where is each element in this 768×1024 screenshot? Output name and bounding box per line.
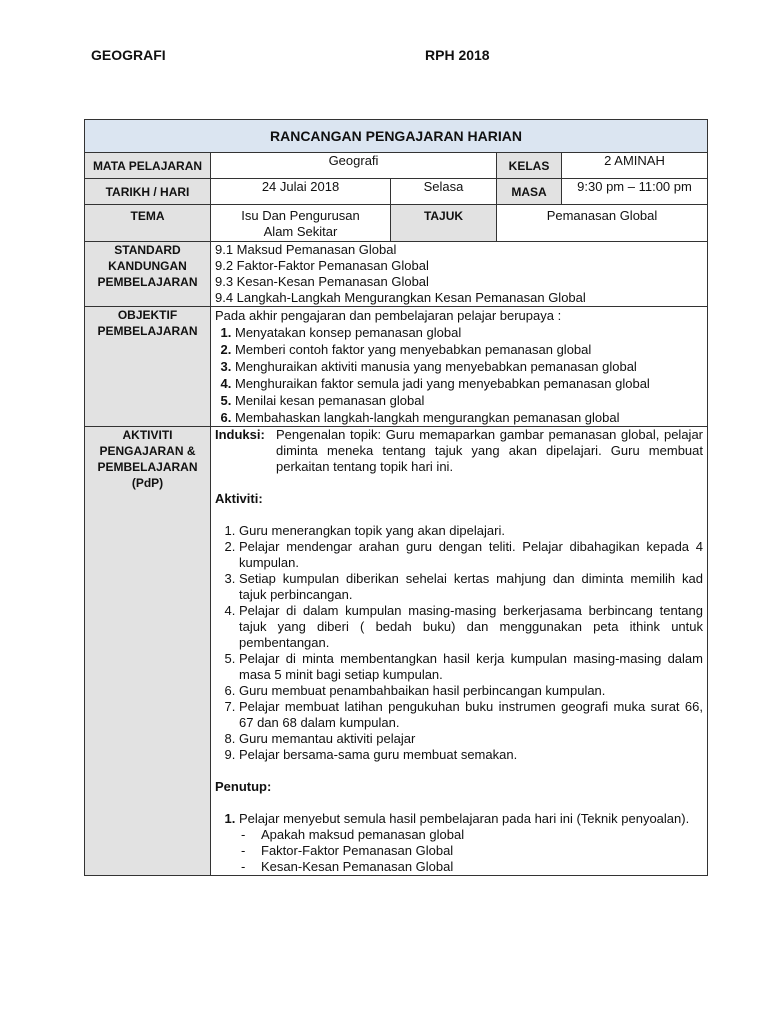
penutup-subitem: - Kesan-Kesan Pemanasan Global: [239, 859, 703, 875]
penutup-item: [239, 811, 703, 875]
aktiviti-item: 3. Setiap kumpulan diberikan sehelai kertas mahjung dan diminta memilih kad tajuk perbincangan.: [239, 571, 703, 603]
value-masa: 9:30 pm – 11:00 pm: [562, 179, 708, 205]
aktiviti-heading: Aktiviti:: [215, 491, 263, 506]
aktiviti-item: 4. Pelajar di dalam kumpulan masing-masing berkerjasama berbincang tentang tajuk yang diberi ( bedah buku) dan menggunakan peta ithink untuk pembentangan.: [239, 603, 703, 651]
label-tema: TEMA: [85, 205, 211, 242]
label-kelas: KELAS: [497, 153, 562, 179]
objektif-list: [215, 324, 703, 426]
induksi-block: [215, 427, 703, 475]
objektif-item: 1. Menyatakan konsep pemanasan global: [235, 324, 703, 341]
aktiviti-item: 5. Pelajar di minta membentangkan hasil kerja kumpulan masing-masing dalam masa 5 minit bagi setiap kumpulan.: [239, 651, 703, 683]
aktiviti-item: 9. Pelajar bersama-sama guru membuat semakan.: [239, 747, 703, 763]
activity-row: [85, 427, 708, 876]
penutup-sublist: [239, 827, 703, 875]
aktiviti-item: 8. Guru memantau aktiviti pelajar: [239, 731, 703, 747]
value-tarikh: 24 Julai 2018: [211, 179, 391, 205]
standard-item: 9.1 Maksud Pemanasan Global: [215, 242, 397, 257]
label-objektif: OBJEKTIF PEMBELAJARAN: [85, 307, 211, 427]
title-row: [85, 120, 708, 153]
penutup-subitem: - Faktor-Faktor Pemanasan Global: [239, 843, 703, 859]
aktiviti-item: 1. Guru menerangkan topik yang akan dipelajari.: [239, 523, 703, 539]
standard-row: [85, 242, 708, 307]
aktiviti-list: [215, 523, 703, 763]
value-mata-pelajaran: Geografi: [211, 153, 497, 179]
objektif-item: 4. Menghuraikan faktor semula jadi yang menyebabkan pemanasan global: [235, 375, 703, 392]
label-tarikh-hari: TARIKH / HARI: [85, 179, 211, 205]
table-title: RANCANGAN PENGAJARAN HARIAN: [85, 120, 708, 153]
value-hari: Selasa: [391, 179, 497, 205]
aktiviti-item: 2. Pelajar mendengar arahan guru dengan teliti. Pelajar dibahagikan kepada 4 kumpulan.: [239, 539, 703, 571]
standard-item: 9.2 Faktor-Faktor Pemanasan Global: [215, 258, 429, 273]
penutup-list: [215, 811, 703, 875]
label-mata-pelajaran: MATA PELAJARAN: [85, 153, 211, 179]
header-document-title: RPH 2018: [425, 47, 490, 63]
aktiviti-item: 7. Pelajar membuat latihan pengukuhan buku instrumen geografi muka surat 66, 67 dan 68 dalam kumpulan.: [239, 699, 703, 731]
objektif-content: [211, 307, 708, 427]
objective-row: [85, 307, 708, 427]
objektif-item: 2. Memberi contoh faktor yang menyebabkan pemanasan global: [235, 341, 703, 358]
theme-row: [85, 205, 708, 242]
lesson-plan-table: [84, 119, 708, 876]
objektif-item: 6. Membahaskan langkah-langkah mengurangkan pemanasan global: [235, 409, 703, 426]
label-tajuk: TAJUK: [391, 205, 497, 242]
penutup-item-text: Pelajar menyebut semula hasil pembelajaran pada hari ini (Teknik penyoalan).: [239, 811, 690, 826]
label-masa: MASA: [497, 179, 562, 205]
induksi-text: Pengenalan topik: Guru memaparkan gambar pemanasan global, pelajar diminta meneka tentang tajuk yang akan dipelajari. Guru membuat perkaitan tentang topik hari ini.: [276, 427, 703, 474]
objektif-intro: Pada akhir pengajaran dan pembelajaran pelajar berupaya :: [215, 308, 562, 323]
standard-item: 9.3 Kesan-Kesan Pemanasan Global: [215, 274, 429, 289]
standard-item: 9.4 Langkah-Langkah Mengurangkan Kesan Pemanasan Global: [215, 290, 586, 305]
subject-row: [85, 153, 708, 179]
pdp-content: [211, 427, 708, 876]
label-standard-kandungan: STANDARD KANDUNGAN PEMBELAJARAN: [85, 242, 211, 307]
header-subject: GEOGRAFI: [91, 47, 166, 63]
penutup-heading: Penutup:: [215, 779, 272, 794]
standard-kandungan-list: [211, 242, 708, 307]
objektif-item: 5. Menilai kesan pemanasan global: [235, 392, 703, 409]
objektif-item: 3. Menghuraikan aktiviti manusia yang menyebabkan pemanasan global: [235, 358, 703, 375]
value-tema: Isu Dan Pengurusan Alam Sekitar: [211, 205, 391, 242]
label-aktiviti-pdp: AKTIVITI PENGAJARAN & PEMBELAJARAN (PdP): [85, 427, 211, 876]
aktiviti-item: 6. Guru membuat penambahbaikan hasil perbincangan kumpulan.: [239, 683, 703, 699]
date-row: [85, 179, 708, 205]
penutup-subitem: - Apakah maksud pemanasan global: [239, 827, 703, 843]
value-kelas: 2 AMINAH: [562, 153, 708, 179]
induksi-label: Induksi:: [215, 427, 265, 442]
value-tajuk: Pemanasan Global: [497, 205, 708, 242]
